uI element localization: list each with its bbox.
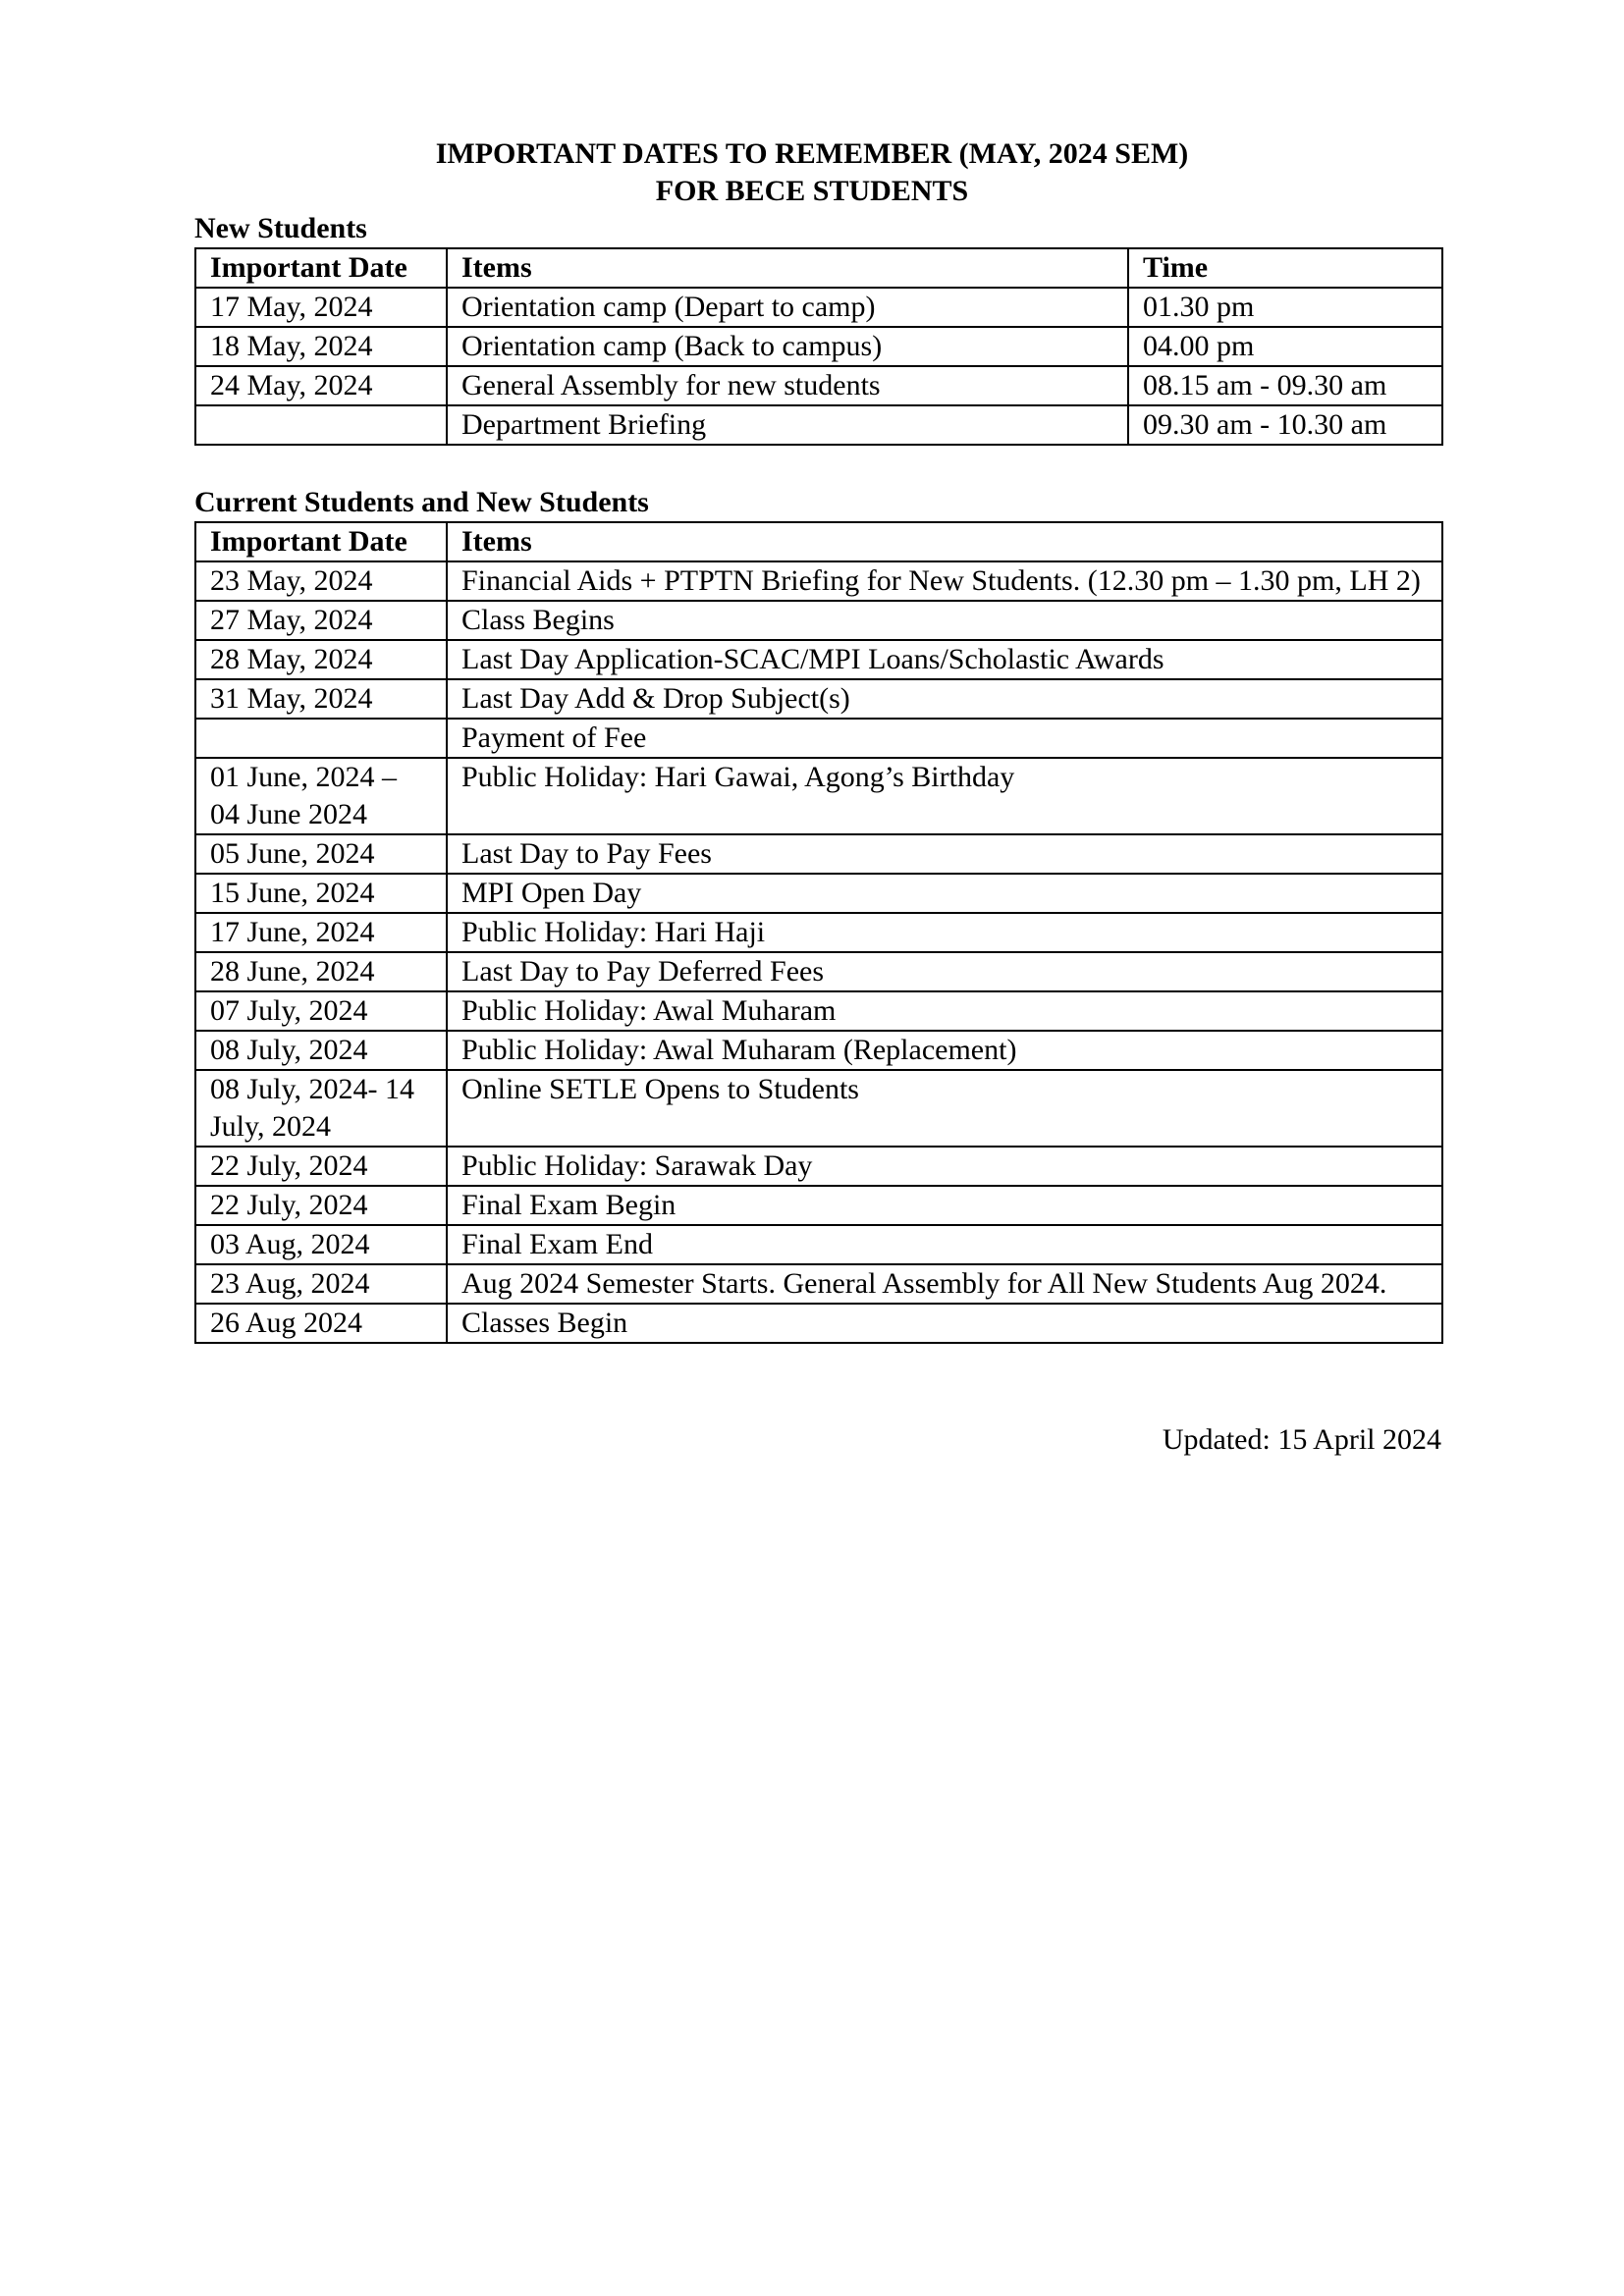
item-cell: Orientation camp (Depart to camp) xyxy=(447,288,1128,327)
document-title: IMPORTANT DATES TO REMEMBER (MAY, 2024 SEM) xyxy=(435,137,1189,170)
table-header-row xyxy=(195,522,1442,561)
date-cell xyxy=(195,405,447,445)
item-cell: General Assembly for new students xyxy=(447,366,1128,405)
time-cell: 01.30 pm xyxy=(1128,288,1442,327)
date-cell: 22 July, 2024 xyxy=(195,1186,447,1225)
column-header-time: Time xyxy=(1128,248,1442,288)
date-cell: 28 June, 2024 xyxy=(195,952,447,991)
item-cell: Classes Begin xyxy=(447,1304,1442,1343)
table-row xyxy=(195,679,1442,719)
date-cell xyxy=(195,719,447,758)
date-cell: 17 June, 2024 xyxy=(195,913,447,952)
column-header-items: Items xyxy=(447,522,1442,561)
date-cell: 08 July, 2024- 14 July, 2024 xyxy=(195,1070,447,1147)
date-cell: 15 June, 2024 xyxy=(195,874,447,913)
item-cell: Public Holiday: Hari Gawai, Agong’s Birthday xyxy=(447,758,1442,834)
item-cell: Last Day Add & Drop Subject(s) xyxy=(447,679,1442,719)
time-cell: 09.30 am - 10.30 am xyxy=(1128,405,1442,445)
date-cell: 24 May, 2024 xyxy=(195,366,447,405)
table-row xyxy=(195,719,1442,758)
column-header-date: Important Date xyxy=(195,248,447,288)
time-cell: 08.15 am - 09.30 am xyxy=(1128,366,1442,405)
item-cell: Final Exam End xyxy=(447,1225,1442,1264)
table-row xyxy=(195,834,1442,874)
updated-date: Updated: 15 April 2024 xyxy=(1162,1423,1441,1456)
date-cell: 23 May, 2024 xyxy=(195,561,447,601)
column-header-date: Important Date xyxy=(195,522,447,561)
table-row xyxy=(195,366,1442,405)
table-row xyxy=(195,991,1442,1031)
table-header-row xyxy=(195,248,1442,288)
item-cell: Public Holiday: Sarawak Day xyxy=(447,1147,1442,1186)
item-cell: Public Holiday: Awal Muharam xyxy=(447,991,1442,1031)
item-cell: Last Day Application-SCAC/MPI Loans/Scholastic Awards xyxy=(447,640,1442,679)
item-cell: Public Holiday: Hari Haji xyxy=(447,913,1442,952)
table-row xyxy=(195,1225,1442,1264)
item-cell: Financial Aids + PTPTN Briefing for New Students. (12.30 pm – 1.30 pm, LH 2) xyxy=(447,561,1442,601)
table-row xyxy=(195,601,1442,640)
current-students-table xyxy=(194,521,1443,1344)
item-cell: Final Exam Begin xyxy=(447,1186,1442,1225)
table-row xyxy=(195,1031,1442,1070)
section-heading-new-students: New Students xyxy=(194,212,367,244)
item-cell: Class Begins xyxy=(447,601,1442,640)
table-row xyxy=(195,758,1442,834)
date-cell: 26 Aug 2024 xyxy=(195,1304,447,1343)
date-cell: 07 July, 2024 xyxy=(195,991,447,1031)
table-row xyxy=(195,640,1442,679)
date-cell: 27 May, 2024 xyxy=(195,601,447,640)
item-cell: Last Day to Pay Fees xyxy=(447,834,1442,874)
date-cell: 23 Aug, 2024 xyxy=(195,1264,447,1304)
table-row xyxy=(195,405,1442,445)
item-cell: Last Day to Pay Deferred Fees xyxy=(447,952,1442,991)
table-row xyxy=(195,1070,1442,1147)
table-row xyxy=(195,952,1442,991)
date-cell: 05 June, 2024 xyxy=(195,834,447,874)
item-cell: Payment of Fee xyxy=(447,719,1442,758)
table-row xyxy=(195,913,1442,952)
new-students-table xyxy=(194,247,1443,446)
table-row xyxy=(195,1304,1442,1343)
item-cell: Online SETLE Opens to Students xyxy=(447,1070,1442,1147)
date-cell: 08 July, 2024 xyxy=(195,1031,447,1070)
date-cell: 22 July, 2024 xyxy=(195,1147,447,1186)
column-header-items: Items xyxy=(447,248,1128,288)
item-cell: Orientation camp (Back to campus) xyxy=(447,327,1128,366)
document-subtitle: FOR BECE STUDENTS xyxy=(655,175,969,207)
table-row xyxy=(195,561,1442,601)
section-heading-current-students: Current Students and New Students xyxy=(194,486,649,518)
table-row xyxy=(195,288,1442,327)
date-cell: 31 May, 2024 xyxy=(195,679,447,719)
table-row xyxy=(195,1186,1442,1225)
item-cell: Aug 2024 Semester Starts. General Assembly for All New Students Aug 2024. xyxy=(447,1264,1442,1304)
table-row xyxy=(195,874,1442,913)
date-cell: 17 May, 2024 xyxy=(195,288,447,327)
table-row xyxy=(195,1147,1442,1186)
time-cell: 04.00 pm xyxy=(1128,327,1442,366)
table-row xyxy=(195,1264,1442,1304)
date-cell: 28 May, 2024 xyxy=(195,640,447,679)
item-cell: Public Holiday: Awal Muharam (Replacement) xyxy=(447,1031,1442,1070)
item-cell: Department Briefing xyxy=(447,405,1128,445)
item-cell: MPI Open Day xyxy=(447,874,1442,913)
date-cell: 03 Aug, 2024 xyxy=(195,1225,447,1264)
date-cell: 01 June, 2024 – 04 June 2024 xyxy=(195,758,447,834)
table-row xyxy=(195,327,1442,366)
date-cell: 18 May, 2024 xyxy=(195,327,447,366)
